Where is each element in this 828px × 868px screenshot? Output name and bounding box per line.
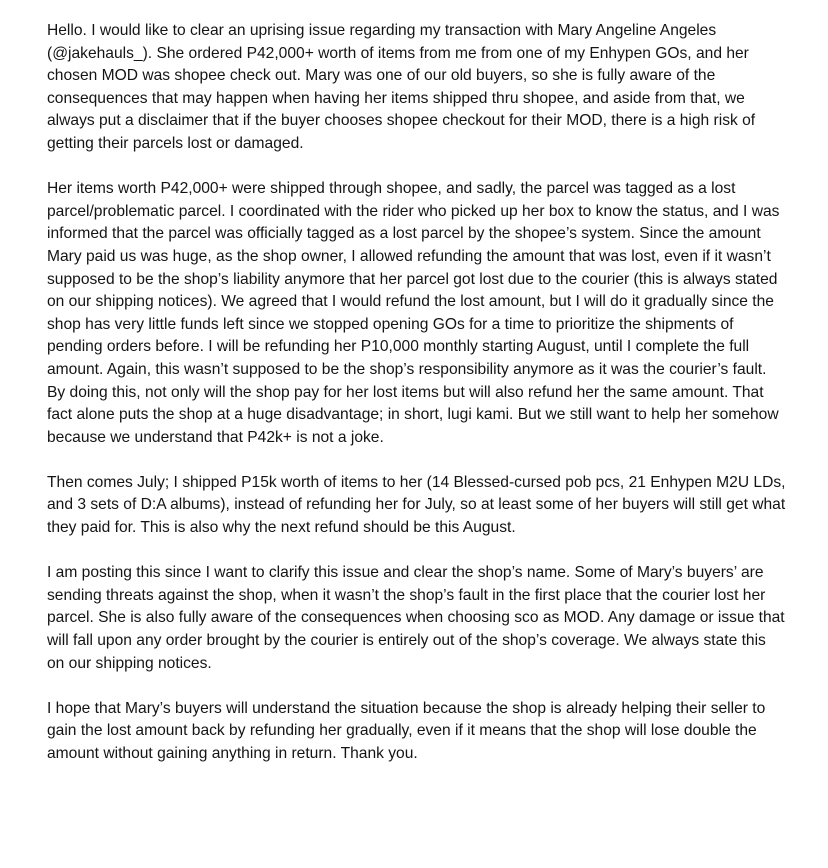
paragraph-lost-parcel: Her items worth P42,000+ were shipped through shopee, and sadly, the parcel was tagged as a lost parcel/problematic parcel. I coordinated with the rider who picked up her box to know the status, and I was informed that the parcel was officially tagged as a lost parcel by the shopee’s system. Since the amount Mary paid us was huge, as the shop owner, I allowed refunding the amount that was lost, even if it wasn’t supposed to be the shop’s liability anymore that her parcel got lost due to the courier (this is always stated on our shipping notices). We agreed that I would refund the lost amount, but I will do it gradually since the shop has very little funds left since we stopped opening GOs for a time to prioritize the shipments of pending orders before. I will be refunding her P10,000 monthly starting August, until I complete the full amount. Again, this wasn’t supposed to be the shop’s responsibility anymore as it was the courier’s fault. By doing this, not only will the shop pay for her lost items but will also refund her the same amount. That fact alone puts the shop at a huge disadvantage; in short, lugi kami. But we still want to help her somehow because we understand that P42k+ is not a joke.: [47, 180, 780, 446]
paragraph-clarification: I am posting this since I want to clarify this issue and clear the shop’s name. Some of Mary’s buyers’ are sending threats against the shop, when it wasn’t the shop’s fault in the first place that the courier lost her parcel. She is also fully aware of the consequences when choosing sco as MOD. Any damage or issue that will fall upon any order brought by the courier is entirely out of the shop’s coverage. We always state this on our shipping notices.: [47, 564, 785, 672]
paragraph-intro: Hello. I would like to clear an uprising issue regarding my transaction with Mary Angeline Angeles (@jakehauls_). She ordered P42,000+ worth of items from me from one of my Enhypen GOs, and her chosen MOD was shopee check out. Mary was one of our old buyers, so she is fully aware of the consequences that may happen when having her items shipped thru shopee, and aside from that, we always put a disclaimer that if the buyer chooses shopee checkout for their MOD, there is a high risk of getting their parcels lost or damaged.: [47, 22, 756, 152]
statement-document: [47, 20, 787, 788]
paragraph-closing: I hope that Mary’s buyers will understand the situation because the shop is already helping their seller to gain the lost amount back by refunding her gradually, even if it means that the shop will lose double the amount without gaining anything in return. Thank you.: [47, 699, 766, 762]
paragraph-july-shipment: Then comes July; I shipped P15k worth of items to her (14 Blessed-cursed pob pcs, 21 Enhypen M2U LDs, and 3 sets of D:A albums), instead of refunding her for July, so at least some of her buyers will still get what they paid for. This is also why the next refund should be this August.: [47, 473, 786, 537]
